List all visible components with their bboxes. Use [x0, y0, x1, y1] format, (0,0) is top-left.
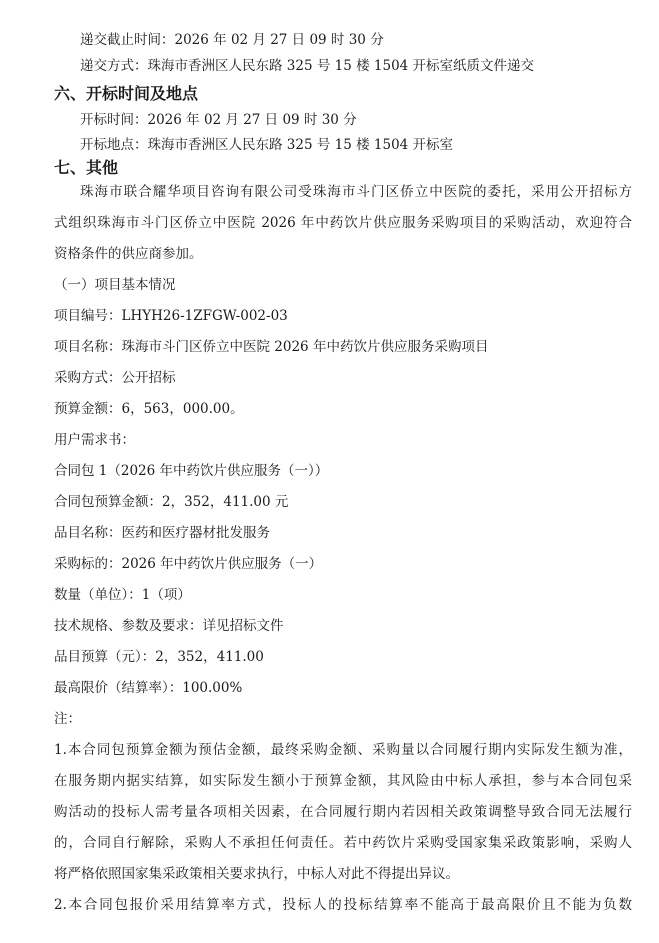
project-number-line: 项目编号：LHYH26-1ZFGW-002-03: [54, 308, 288, 324]
submit-deadline-line: 递交截止时间：2026 年 02 月 27 日 09 时 30 分: [80, 32, 384, 48]
lot-budget-line: 合同包预算金额：2，352，411.00 元: [54, 494, 289, 510]
procurement-target-line: 采购标的：2026 年中药饮片供应服务（一）: [54, 556, 323, 572]
lot-line: 合同包 1（2026 年中药饮片供应服务（一））: [54, 463, 329, 479]
note-1-line-5: 将严格依照国家集采政策相关要求执行，中标人对此不得提出异议。: [54, 866, 459, 882]
quantity-line: 数量（单位）：1（项）: [54, 587, 191, 603]
note-1-line-2: 在服务期内据实结算，如实际发生额小于预算金额，其风险由中标人承担，参与本合同包采: [54, 773, 632, 789]
basic-info-title: （一）项目基本情况: [54, 277, 176, 293]
item-name-line: 品目名称：医药和医疗器材批发服务: [54, 525, 270, 541]
note-2-line-1: 2.本合同包报价采用结算率方式，投标人的投标结算率不能高于最高限价且不能为负数: [54, 897, 632, 913]
intro-paragraph-line-1: 珠海市联合耀华项目咨询有限公司受珠海市斗门区侨立中医院的委托，采用公开招标方: [80, 184, 632, 200]
max-price-line: 最高限价（结算率）：100.00%: [54, 680, 243, 696]
user-requirements-label: 用户需求书：: [54, 432, 135, 448]
procurement-method-line: 采购方式：公开招标: [54, 370, 176, 386]
note-1-line-4: 的，合同自行解除，采购人不承担任何责任。若中药饮片采购受国家集采政策影响，采购人: [54, 835, 632, 851]
intro-paragraph-line-3: 资格条件的供应商参加。: [54, 246, 203, 262]
note-label: 注：: [54, 711, 81, 727]
project-name-line: 项目名称：珠海市斗门区侨立中医院 2026 年中药饮片供应服务采购项目: [54, 339, 489, 355]
open-place-line: 开标地点：珠海市香洲区人民东路 325 号 15 楼 1504 开标室: [80, 137, 454, 153]
budget-line: 预算金额：6，563，000.00。: [54, 401, 244, 417]
intro-paragraph-line-2: 式组织珠海市斗门区侨立中医院 2026 年中药饮片供应服务采购项目的采购活动，欢迎符合: [54, 215, 632, 231]
submit-method-line: 递交方式：珠海市香洲区人民东路 325 号 15 楼 1504 开标室纸质文件递交: [80, 58, 535, 74]
specs-line: 技术规格、参数及要求：详见招标文件: [54, 618, 284, 634]
section-7-heading: 七、其他: [54, 158, 119, 177]
note-1-line-3: 购活动的投标人需考量各项相关因素，在合同履行期内若因相关政策调整导致合同无法履行: [54, 804, 632, 820]
open-time-line: 开标时间：2026 年 02 月 27 日 09 时 30 分: [80, 112, 357, 128]
item-budget-line: 品目预算（元）：2，352，411.00: [54, 649, 264, 665]
section-6-heading: 六、开标时间及地点: [54, 84, 199, 103]
note-1-line-1: 1.本合同包预算金额为预估金额，最终采购金额、采购量以合同履行期内实际发生额为准，: [54, 742, 632, 758]
